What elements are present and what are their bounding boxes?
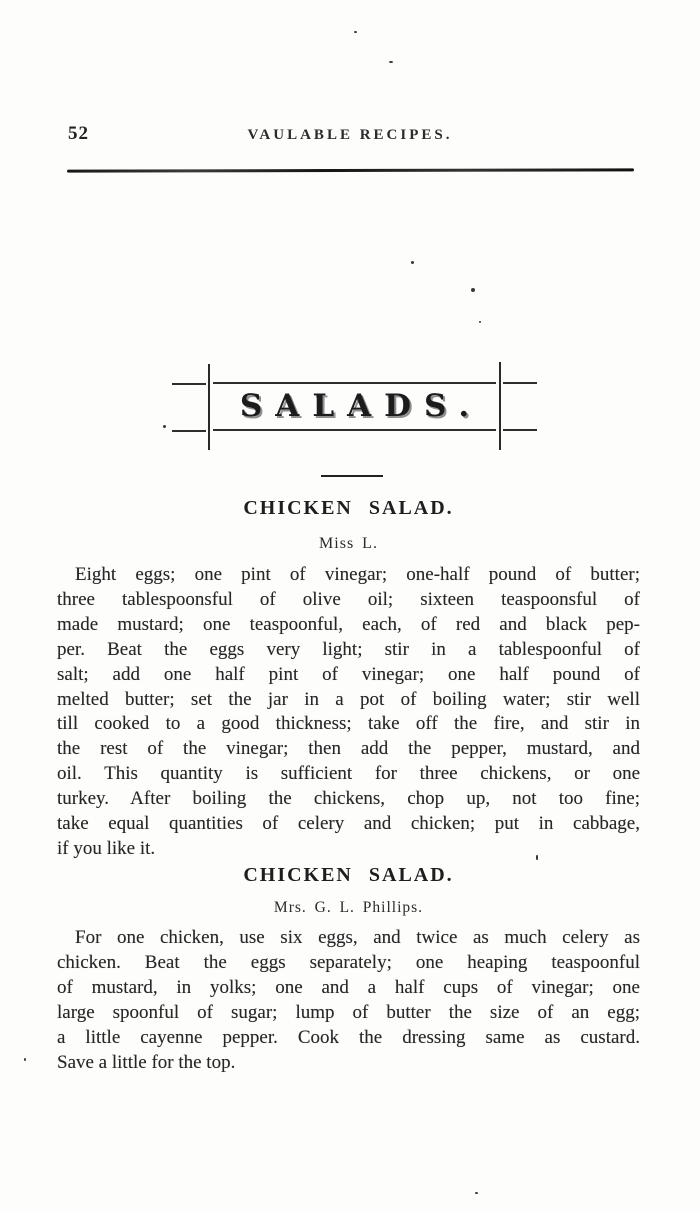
- banner-hline-top-right: [503, 382, 537, 384]
- body-line: large spoonful of sugar; lump of butter the size of an egg;: [57, 1001, 640, 1023]
- recipe-title: CHICKEN SALAD.: [243, 864, 454, 886]
- body-line: Eight eggs; one pint of vinegar; one-half pound of butter;: [75, 564, 640, 585]
- body-line: oil. This quantity is sufficient for three chickens, or one: [57, 763, 640, 785]
- body-line: three tablespoonsful of olive oil; sixteen teaspoonsful of: [57, 588, 640, 610]
- ink-speck: [389, 61, 393, 63]
- body-line: if you like it.: [57, 837, 156, 859]
- recipe-title: CHICKEN SALAD.: [243, 497, 454, 519]
- banner-hline-bottom-main: [213, 429, 496, 431]
- body-line: made mustard; one teaspoonful, each, of red and black pep-: [57, 613, 640, 635]
- body-line: Save a little for the top.: [57, 1051, 236, 1073]
- body-line: chicken. Beat the eggs separately; one heaping teaspoonful: [57, 951, 640, 973]
- banner-hline-bottom-left: [172, 430, 206, 432]
- section-divider: [321, 475, 383, 477]
- ink-speck: [163, 425, 166, 428]
- recipe-attribution: Miss L.: [319, 535, 378, 552]
- recipe-body: [57, 563, 640, 862]
- body-line: melted butter; set the jar in a pot of boiling water; stir well: [57, 688, 640, 710]
- section-banner-title: SALADS.: [239, 388, 483, 424]
- body-line: salt; add one half pint of vinegar; one half pound of: [57, 663, 640, 685]
- body-line: a little cayenne pepper. Cook the dressing same as custard.: [57, 1026, 640, 1048]
- body-line: till cooked to a good thickness; take off the fire, and stir in: [57, 713, 640, 735]
- ink-speck: [479, 321, 481, 323]
- body-line: of mustard, in yolks; one and a half cups of vinegar; one: [57, 976, 640, 998]
- body-line: per. Beat the eggs very light; stir in a tablespoonful of: [57, 638, 640, 660]
- ink-speck: [354, 31, 357, 33]
- header-rule: [67, 168, 634, 172]
- banner-vline-right: [499, 362, 501, 450]
- running-title: VAULABLE RECIPES.: [247, 127, 453, 143]
- body-line: turkey. After boiling the chickens, chop up, not too fine;: [57, 788, 640, 810]
- ink-speck: [471, 288, 475, 292]
- body-line: For one chicken, use six eggs, and twice as much celery as: [75, 927, 640, 948]
- body-line: the rest of the vinegar; then add the pepper, mustard, and: [57, 738, 640, 760]
- ink-speck: [475, 1192, 478, 1194]
- recipe-attribution: Mrs. G. L. Phillips.: [273, 899, 424, 916]
- banner-hline-top-left: [172, 383, 206, 385]
- recipe-body: [57, 926, 640, 1075]
- body-line: take equal quantities of celery and chicken; put in cabbage,: [57, 813, 640, 835]
- banner-hline-top-main: [213, 382, 496, 384]
- page-number: 52: [68, 123, 89, 144]
- ink-speck: [24, 1058, 26, 1061]
- banner-hline-bottom-right: [503, 429, 537, 431]
- ink-speck: [411, 261, 414, 264]
